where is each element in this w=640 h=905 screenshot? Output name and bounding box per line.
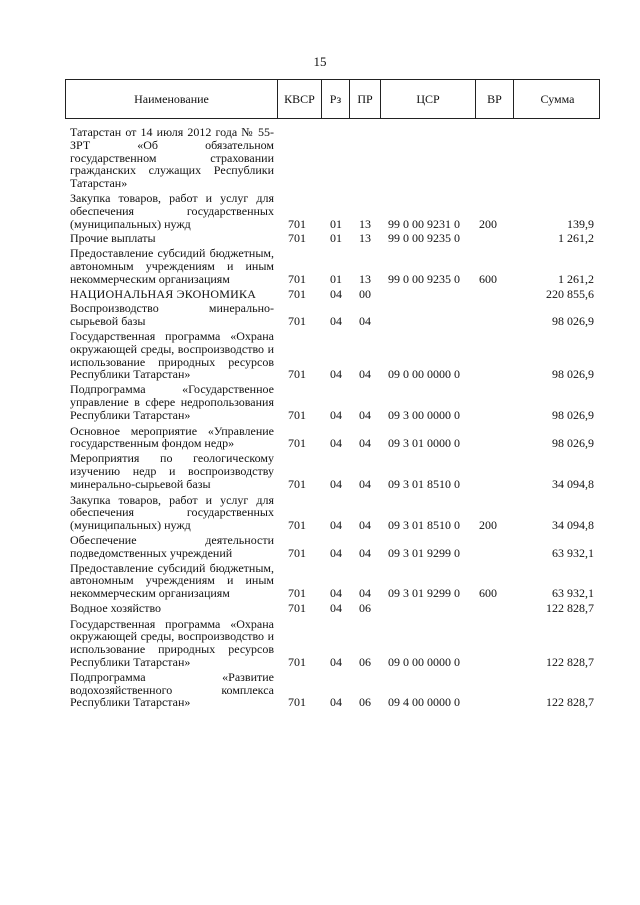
table-row: [0, 288, 640, 301]
row-kvsr: 701: [288, 367, 306, 382]
row-csr: 99 0 00 9235 0: [388, 231, 460, 246]
row-kvsr: 701: [288, 545, 306, 560]
row-sum: 98 026,9: [552, 407, 594, 422]
row-name: Водное хозяйство: [70, 600, 162, 615]
header-vr: ВР: [475, 80, 513, 118]
row-name: НАЦИОНАЛЬНАЯ ЭКОНОМИКА: [70, 286, 257, 301]
row-name: Закупка товаров, работ и услуг для обеспечения государственных (муниципальных) нужд: [70, 190, 274, 231]
row-name: Предоставление субсидий бюджетным, автономным учреждениям и иным некоммерческим организациям: [70, 560, 274, 601]
row-sum: 122 828,7: [546, 695, 594, 710]
row-sum: 1 261,2: [558, 231, 594, 246]
row-csr: 99 0 00 9231 0: [388, 216, 460, 231]
row-pr: 04: [359, 367, 371, 382]
row-kvsr: 701: [288, 695, 306, 710]
row-sum: 1 261,2: [558, 271, 594, 286]
row-vr: 200: [479, 216, 497, 231]
row-name: Татарстан от 14 июля 2012 года № 55-ЗРТ «Об обязательном государственном страховании гражданских служащих Республики Татарстан»: [70, 125, 274, 191]
row-rz: 01: [330, 271, 342, 286]
row-kvsr: 701: [288, 655, 306, 670]
table-row: [0, 126, 640, 190]
row-name: Мероприятия по геологическому изучению недр и воспроизводству минерально-сырьевой базы: [70, 451, 274, 491]
row-kvsr: 701: [288, 216, 306, 231]
row-sum: 63 932,1: [552, 586, 594, 601]
table-row: [0, 602, 640, 615]
table-body: [0, 124, 640, 709]
row-kvsr: 701: [288, 271, 306, 286]
row-kvsr: 701: [288, 286, 306, 301]
row-sum: 98 026,9: [552, 367, 594, 382]
row-rz: 01: [330, 216, 342, 231]
row-pr: 04: [359, 545, 371, 560]
row-name: Предоставление субсидий бюджетным, автономным учреждениям и иным некоммерческим организациям: [70, 246, 274, 286]
row-rz: 01: [330, 231, 342, 246]
row-pr: 06: [359, 600, 371, 615]
row-pr: 04: [359, 586, 371, 601]
row-csr: 09 3 01 0000 0: [388, 436, 460, 451]
header-rz: Рз: [321, 80, 349, 118]
table-row: [0, 425, 640, 451]
row-pr: 04: [359, 314, 371, 329]
row-rz: 04: [330, 286, 342, 301]
row-vr: 600: [479, 586, 497, 601]
row-pr: 13: [359, 216, 371, 231]
row-rz: 04: [330, 476, 342, 491]
row-kvsr: 701: [288, 476, 306, 491]
row-vr: 600: [479, 271, 497, 286]
header-pr: ПР: [349, 80, 380, 118]
row-csr: 09 3 01 9299 0: [388, 586, 460, 601]
table-row: [0, 232, 640, 245]
table-row: [0, 494, 640, 532]
row-name: Государственная программа «Охрана окружающей среды, воспроизводство и использование природных ресурсов Республики Татарстан»: [70, 616, 274, 670]
row-rz: 04: [330, 586, 342, 601]
row-pr: 04: [359, 476, 371, 491]
row-rz: 04: [330, 407, 342, 422]
table-row: [0, 562, 640, 600]
row-pr: 04: [359, 407, 371, 422]
row-vr: 200: [479, 518, 497, 533]
page-number: 15: [313, 54, 327, 69]
row-csr: 09 3 01 9299 0: [388, 545, 460, 560]
row-kvsr: 701: [288, 436, 306, 451]
row-name: Основное мероприятие «Управление государственным фондом недр»: [70, 423, 274, 451]
row-sum: 98 026,9: [552, 314, 594, 329]
row-pr: 06: [359, 655, 371, 670]
row-pr: 13: [359, 271, 371, 286]
row-name: Закупка товаров, работ и услуг для обеспечения государственных (муниципальных) нужд: [70, 492, 274, 533]
table-row: [0, 534, 640, 560]
row-csr: 09 3 01 8510 0: [388, 518, 460, 533]
row-rz: 04: [330, 367, 342, 382]
row-sum: 139,9: [567, 216, 594, 231]
header-sum: Сумма: [513, 80, 601, 118]
row-pr: 04: [359, 518, 371, 533]
table-row: [0, 671, 640, 709]
row-name: Государственная программа «Охрана окружающей среды, воспроизводство и использование природных ресурсов Республики Татарстан»: [70, 328, 274, 382]
row-pr: 00: [359, 286, 371, 301]
row-sum: 122 828,7: [546, 655, 594, 670]
row-rz: 04: [330, 655, 342, 670]
row-name: Подпрограмма «Развитие водохозяйственного комплекса Республики Татарстан»: [70, 669, 274, 710]
row-kvsr: 701: [288, 600, 306, 615]
row-rz: 04: [330, 545, 342, 560]
row-csr: 09 0 00 0000 0: [388, 367, 460, 382]
row-kvsr: 701: [288, 518, 306, 533]
row-kvsr: 701: [288, 407, 306, 422]
row-sum: 34 094,8: [552, 518, 594, 533]
row-rz: 04: [330, 695, 342, 710]
row-sum: 98 026,9: [552, 436, 594, 451]
row-rz: 04: [330, 436, 342, 451]
row-csr: 09 4 00 0000 0: [388, 695, 460, 710]
row-rz: 04: [330, 518, 342, 533]
row-sum: 63 932,1: [552, 545, 594, 560]
table-row: [0, 618, 640, 669]
table-header: [65, 79, 600, 119]
header-name: Наименование: [134, 91, 209, 106]
row-kvsr: 701: [288, 231, 306, 246]
row-pr: 13: [359, 231, 371, 246]
row-name: Обеспечение деятельности подведомственных учреждений: [70, 532, 274, 560]
row-rz: 04: [330, 314, 342, 329]
table-row: [0, 383, 640, 421]
row-csr: 09 0 00 0000 0: [388, 655, 460, 670]
row-pr: 04: [359, 436, 371, 451]
row-sum: 122 828,7: [546, 600, 594, 615]
header-kvsr: КВСР: [277, 80, 321, 118]
row-pr: 06: [359, 695, 371, 710]
row-kvsr: 701: [288, 314, 306, 329]
row-csr: 09 3 00 0000 0: [388, 407, 460, 422]
row-name: Воспроизводство минерально-сырьевой базы: [70, 301, 274, 329]
row-sum: 220 855,6: [546, 286, 594, 301]
row-csr: 99 0 00 9235 0: [388, 271, 460, 286]
row-sum: 34 094,8: [552, 476, 594, 491]
row-name: Подпрограмма «Государственное управление в сфере недропользования Республики Татарстан»: [70, 382, 274, 422]
row-rz: 04: [330, 600, 342, 615]
table-row: [0, 247, 640, 285]
row-name: Прочие выплаты: [70, 231, 156, 246]
table-row: [0, 452, 640, 490]
table-row: [0, 330, 640, 381]
table-row: [0, 302, 640, 328]
header-csr: ЦСР: [380, 80, 475, 118]
row-kvsr: 701: [288, 586, 306, 601]
row-csr: 09 3 01 8510 0: [388, 476, 460, 491]
table-row: [0, 192, 640, 230]
